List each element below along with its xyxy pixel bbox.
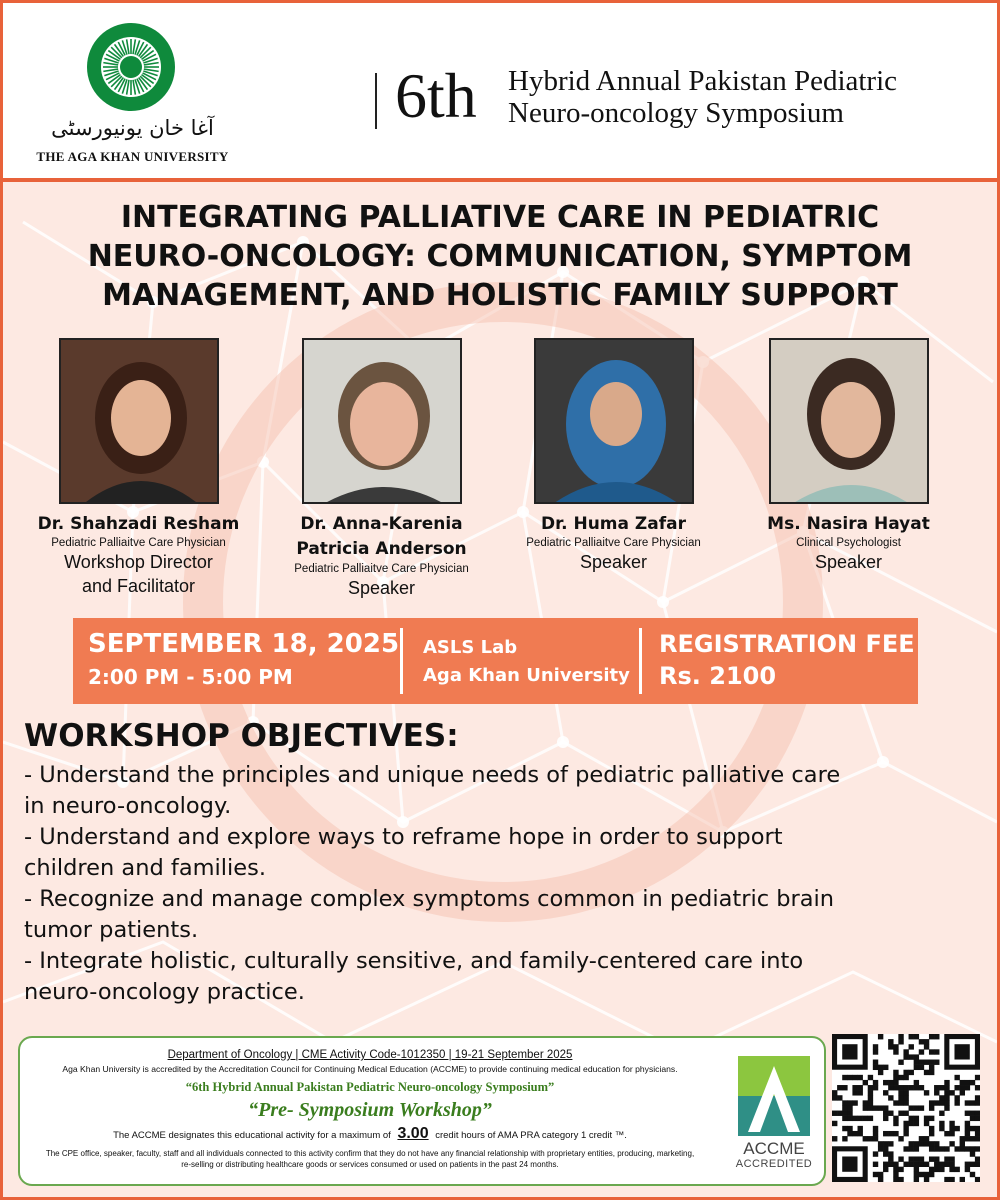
symposium-title-line2: Neuro-oncology Symposium bbox=[508, 97, 844, 129]
speaker-name bbox=[259, 512, 504, 562]
speaker-name-line2: Patricia Anderson bbox=[296, 539, 467, 559]
header-divider bbox=[375, 73, 377, 129]
speaker-card-1 bbox=[16, 338, 261, 598]
workshop-title-line1: INTEGRATING PALLIATIVE CARE IN PEDIATRIC bbox=[120, 200, 880, 235]
speaker-title: Speaker bbox=[579, 552, 648, 572]
speaker-name: Dr. Huma Zafar bbox=[541, 514, 686, 534]
speaker-photo bbox=[59, 338, 219, 504]
credit-designation-post: credit hours of AMA PRA category 1 credit ™. bbox=[435, 1130, 627, 1141]
edition-number: 6th bbox=[395, 60, 477, 131]
workshop-title-line3: MANAGEMENT, AND HOLISTIC FAMILY SUPPORT bbox=[102, 278, 898, 313]
event-date: SEPTEMBER 18, 2025 bbox=[88, 629, 400, 659]
speaker-role: Pediatric Palliaitve Care Physician bbox=[526, 537, 701, 549]
accreditation-statement: Aga Khan University is accredited by the Accreditation Council for Continuing Medical Education (ACCME) to provide continuing medical education for physicians. bbox=[62, 1064, 678, 1074]
logo-urdu-text: آغا خان یونیورسٹی bbox=[51, 116, 214, 140]
person-portrait-icon bbox=[61, 340, 219, 504]
qr-code-icon bbox=[832, 1034, 980, 1182]
person-portrait-icon bbox=[536, 340, 694, 504]
speaker-card-2 bbox=[259, 338, 504, 600]
event-divider bbox=[400, 628, 403, 694]
event-venue-line1: ASLS Lab bbox=[423, 637, 518, 658]
speaker-card-3 bbox=[491, 338, 736, 574]
event-time: 2:00 PM - 5:00 PM bbox=[88, 665, 293, 689]
objective-line: children and families. bbox=[24, 855, 267, 881]
person-portrait-icon bbox=[304, 340, 462, 504]
speaker-title: Workshop Director bbox=[64, 552, 213, 572]
objective-line: - Understand the principles and unique needs of pediatric palliative care bbox=[24, 762, 841, 788]
speaker-title: Speaker bbox=[347, 578, 416, 598]
objectives-heading: WORKSHOP OBJECTIVES: bbox=[24, 718, 459, 754]
accme-sublabel: ACCREDITED bbox=[735, 1158, 813, 1170]
symposium-name: “6th Hybrid Annual Pakistan Pediatric Neuro-oncology Symposium” bbox=[185, 1080, 555, 1094]
registration-fee-label: REGISTRATION FEE bbox=[659, 630, 915, 658]
event-venue-line2: Aga Khan University bbox=[423, 665, 630, 686]
credit-designation-pre: The ACCME designates this educational activity for a maximum of bbox=[113, 1130, 391, 1141]
objective-line: - Understand and explore ways to reframe hope in order to support bbox=[24, 824, 783, 850]
cme-activity-line: Department of Oncology | CME Activity Code-1012350 | 19-21 September 2025 bbox=[167, 1049, 573, 1061]
speaker-photo bbox=[302, 338, 462, 504]
workshop-title bbox=[30, 198, 970, 315]
objective-line: neuro-oncology practice. bbox=[24, 979, 305, 1005]
symposium-title-line1: Hybrid Annual Pakistan Pediatric bbox=[508, 65, 898, 97]
speaker-card-4 bbox=[726, 338, 971, 574]
accme-badge-icon bbox=[730, 1052, 818, 1140]
speaker-name: Ms. Nasira Hayat bbox=[767, 514, 930, 534]
event-divider bbox=[639, 628, 642, 694]
speaker-role: Pediatric Palliaitve Care Physician bbox=[294, 563, 469, 575]
event-details-bar bbox=[73, 618, 918, 704]
speaker-role: Clinical Psychologist bbox=[796, 537, 901, 549]
accme-label: ACCME bbox=[743, 1139, 805, 1158]
cme-accreditation-box bbox=[18, 1036, 826, 1186]
speaker-role: Pediatric Palliaitve Care Physician bbox=[51, 537, 226, 549]
event-venue bbox=[423, 634, 630, 690]
logo-university-name: THE AGA KHAN UNIVERSITY bbox=[36, 149, 229, 164]
aku-logo bbox=[25, 21, 240, 171]
disclosure-statement: The CPE office, speaker, faculty, staff and all individuals connected to this activity confirm that they do not have any financial relationship with proprietary entities, producing, marketing, re-selling or distributing healthcare goods or services consumed or used on patients in the past 24 months. bbox=[45, 1149, 695, 1169]
workshop-title-line2: NEURO-ONCOLOGY: COMMUNICATION, SYMPTOM bbox=[87, 239, 913, 274]
speaker-name: Dr. Shahzadi Resham bbox=[37, 514, 240, 534]
objective-line: - Recognize and manage complex symptoms common in pediatric brain bbox=[24, 886, 835, 912]
accme-logo bbox=[730, 1052, 818, 1174]
objective-line: tumor patients. bbox=[24, 917, 199, 943]
speaker-title-line2: and Facilitator bbox=[81, 576, 196, 596]
speaker-photo bbox=[534, 338, 694, 504]
speaker-name-line1: Dr. Anna-Karenia bbox=[300, 514, 463, 534]
speaker-photo bbox=[769, 338, 929, 504]
header bbox=[3, 3, 997, 178]
speaker-title: Speaker bbox=[814, 552, 883, 572]
registration-fee-value: Rs. 2100 bbox=[659, 662, 777, 690]
person-portrait-icon bbox=[771, 340, 929, 504]
aku-seal-icon bbox=[85, 21, 177, 113]
registration-fee bbox=[659, 628, 915, 692]
credit-hours: 3.00 bbox=[397, 1125, 429, 1142]
objective-line: in neuro-oncology. bbox=[24, 793, 232, 819]
objectives-list bbox=[24, 760, 984, 1008]
objective-line: - Integrate holistic, culturally sensitive, and family-centered care into bbox=[24, 948, 804, 974]
pre-symposium-workshop: “Pre- Symposium Workshop” bbox=[248, 1099, 492, 1121]
registration-qr-code[interactable] bbox=[832, 1034, 980, 1182]
symposium-title bbox=[508, 65, 897, 129]
credit-designation bbox=[20, 1127, 720, 1143]
